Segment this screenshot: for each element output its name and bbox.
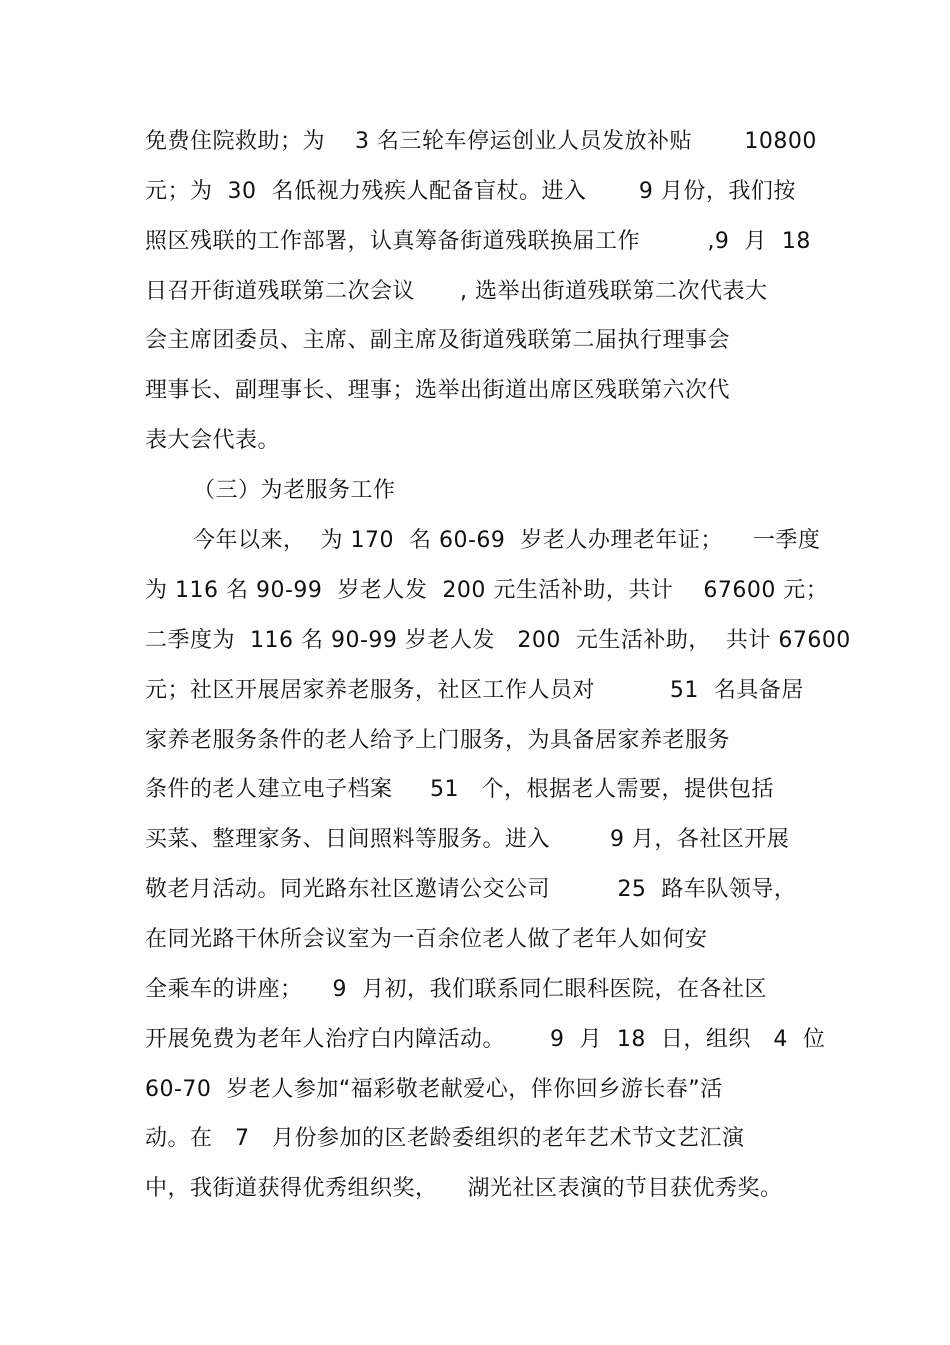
paragraph-line-6: 理事长、副理事长、理事；选举出街道出席区残联第六次代	[145, 378, 731, 403]
paragraph-line-2: 元；为 30 名低视力残疾人配备盲杖。进入 9 月份，我们按	[145, 179, 796, 204]
paragraph-line-1: 免费住院救助；为 3 名三轮车停运创业人员发放补贴 10800	[145, 129, 817, 154]
paragraph-line-10: 为 116 名 90-99 岁老人发 200 元生活补助，共计 67600 元；	[145, 578, 829, 603]
paragraph-line-5: 会主席团委员、主席、副主席及街道残联第二届执行理事会	[145, 328, 731, 353]
paragraph-line-15: 买菜、整理家务、日间照料等服务。进入 9 月，各社区开展	[145, 827, 790, 852]
paragraph-line-20: 60-70 岁老人参加“福彩敬老献爱心，伴你回乡游长春”活	[145, 1077, 723, 1102]
section-heading: （三）为老服务工作	[193, 478, 396, 503]
paragraph-line-17: 在同光路干休所会议室为一百余位老人做了老年人如何安	[145, 927, 708, 952]
paragraph-line-3: 照区残联的工作部署，认真筹备街道残联换届工作 ,9 月 18	[145, 229, 811, 254]
paragraph-line-19: 开展免费为老年人治疗白内障活动。 9 月 18 日，组织 4 位	[145, 1027, 826, 1052]
paragraph-line-14: 条件的老人建立电子档案 51 个，根据老人需要，提供包括	[145, 777, 774, 802]
paragraph-line-11: 二季度为 116 名 90-99 岁老人发 200 元生活补助， 共计 67600	[145, 628, 851, 653]
paragraph-line-13: 家养老服务条件的老人给予上门服务，为具备居家养老服务	[145, 728, 731, 753]
paragraph-line-22: 中，我街道获得优秀组织奖， 湖光社区表演的节目获优秀奖。	[145, 1176, 783, 1201]
paragraph-line-16: 敬老月活动。同光路东社区邀请公交公司 25 路车队领导，	[145, 877, 797, 902]
paragraph-line-21: 动。在 7 月份参加的区老龄委组织的老年艺术节文艺汇演	[145, 1126, 745, 1151]
paragraph-line-18: 全乘车的讲座； 9 月初，我们联系同仁眼科医院，在各社区	[145, 977, 767, 1002]
paragraph-line-9: 今年以来， 为 170 名 60-69 岁老人办理老年证； 一季度	[193, 528, 821, 553]
paragraph-line-12: 元；社区开展居家养老服务，社区工作人员对 51 名具备居	[145, 678, 804, 703]
paragraph-line-7: 表大会代表。	[145, 428, 281, 453]
paragraph-line-4: 日召开街道残联第二次会议 , 选举出街道残联第二次代表大	[145, 279, 768, 304]
